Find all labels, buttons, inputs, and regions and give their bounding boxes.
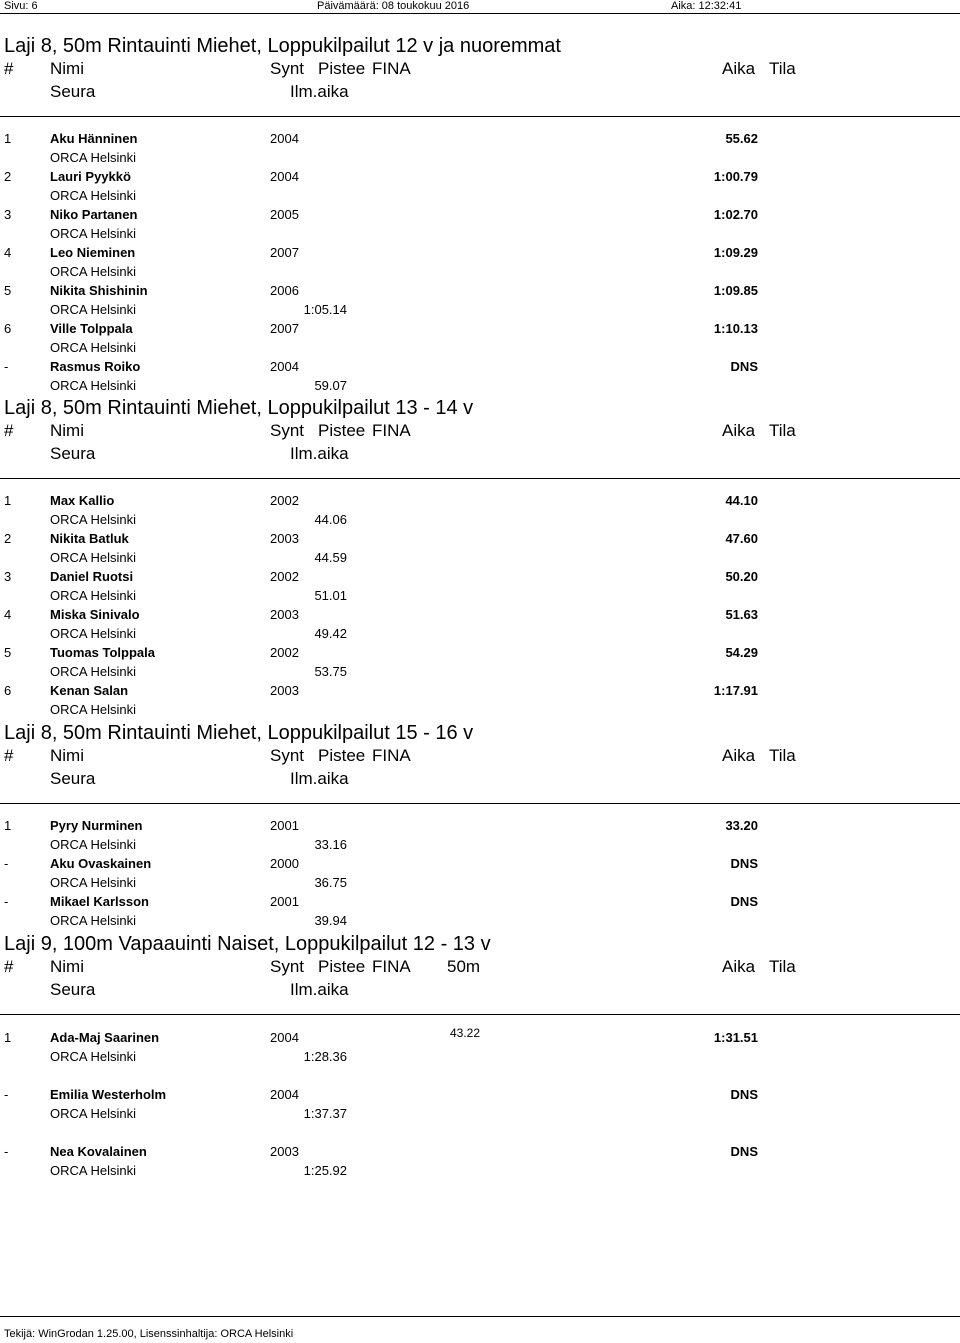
club-name: ORCA Helsinki: [50, 226, 136, 241]
result-place: 6: [4, 683, 12, 698]
result-time: 51.63: [725, 607, 758, 622]
result-time: 1:17.91: [713, 683, 758, 698]
result-place: 4: [4, 245, 12, 260]
result-place: -: [4, 1144, 9, 1159]
result-time: 1:02.70: [713, 207, 758, 222]
birth-year: 2003: [270, 1144, 299, 1159]
result-place: 1: [4, 1030, 12, 1045]
entry-time: 39.94: [314, 913, 347, 928]
result-place: 3: [4, 569, 12, 584]
result-place: 5: [4, 645, 12, 660]
col-header-points: Pistee: [318, 746, 366, 765]
result-place: 5: [4, 283, 12, 298]
swimmer-name: Rasmus Roiko: [50, 359, 141, 374]
birth-year: 2003: [270, 607, 299, 622]
swimmer-name: Kenan Salan: [50, 683, 129, 698]
club-name: ORCA Helsinki: [50, 1049, 136, 1064]
split-time: 43.22: [450, 1026, 481, 1040]
footer-divider: [0, 1316, 960, 1317]
birth-year: 2004: [270, 1030, 299, 1045]
result-place: -: [4, 894, 9, 909]
result-time: 33.20: [725, 818, 758, 833]
col-header-born: Synt: [270, 746, 305, 765]
result-place: 2: [4, 531, 12, 546]
club-name: ORCA Helsinki: [50, 664, 136, 679]
club-name: ORCA Helsinki: [50, 837, 136, 852]
birth-year: 2007: [270, 245, 299, 260]
entry-time: 33.16: [314, 837, 347, 852]
col-header-entry: Ilm.aika: [290, 769, 349, 788]
result-place: 1: [4, 493, 12, 508]
col-header-points: Pistee: [318, 59, 366, 78]
col-header-points: Pistee: [318, 957, 366, 976]
result-place: 6: [4, 321, 12, 336]
swimmer-name: Tuomas Tolppala: [50, 645, 155, 660]
entry-time: 1:05.14: [303, 302, 347, 317]
col-header-status: Tila: [769, 957, 796, 976]
col-header-fina: FINA: [372, 746, 411, 765]
swimmer-name: Emilia Westerholm: [50, 1087, 167, 1102]
result-place: 1: [4, 131, 12, 146]
col-header-entry: Ilm.aika: [290, 82, 349, 101]
col-header-time: Aika: [722, 59, 756, 78]
birth-year: 2004: [270, 1087, 299, 1102]
birth-year: 2006: [270, 283, 299, 298]
birth-year: 2004: [270, 359, 299, 374]
report-date: Päivämäärä: 08 toukokuu 2016: [317, 0, 470, 12]
header-rule: [0, 116, 960, 117]
result-time: DNS: [730, 894, 758, 909]
birth-year: 2002: [270, 569, 299, 584]
page-number: Sivu: 6: [4, 0, 38, 12]
event-title: Laji 8, 50m Rintauinti Miehet, Loppukilpailut 15 - 16 v: [4, 722, 474, 744]
club-name: ORCA Helsinki: [50, 188, 136, 203]
swimmer-name: Miska Sinivalo: [50, 607, 140, 622]
col-header-points: Pistee: [318, 421, 366, 440]
col-header-born: Synt: [270, 59, 305, 78]
col-header-fina: FINA: [372, 957, 411, 976]
result-place: -: [4, 856, 9, 871]
col-header-time: Aika: [722, 957, 756, 976]
result-time: DNS: [730, 856, 758, 871]
result-time: 1:09.85: [713, 283, 758, 298]
result-place: 3: [4, 207, 12, 222]
result-time: DNS: [730, 1144, 758, 1159]
club-name: ORCA Helsinki: [50, 913, 136, 928]
result-time: DNS: [730, 359, 758, 374]
result-place: 1: [4, 818, 12, 833]
result-time: 1:09.29: [713, 245, 758, 260]
result-place: 2: [4, 169, 12, 184]
entry-time: 44.59: [314, 550, 347, 565]
birth-year: 2007: [270, 321, 299, 336]
col-header-name: Nimi: [50, 957, 84, 976]
entry-time: 59.07: [314, 378, 347, 393]
swimmer-name: Niko Partanen: [50, 207, 138, 222]
birth-year: 2000: [270, 856, 299, 871]
birth-year: 2005: [270, 207, 299, 222]
page-header: [0, 0, 960, 12]
result-place: -: [4, 1087, 9, 1102]
header-divider: [0, 13, 960, 14]
event-title: Laji 9, 100m Vapaauinti Naiset, Loppukilpailut 12 - 13 v: [4, 933, 491, 955]
result-time: 54.29: [725, 645, 758, 660]
club-name: ORCA Helsinki: [50, 302, 136, 317]
club-name: ORCA Helsinki: [50, 1163, 136, 1178]
col-header-time: Aika: [722, 746, 756, 765]
col-header-status: Tila: [769, 746, 796, 765]
birth-year: 2002: [270, 493, 299, 508]
swimmer-name: Nikita Shishinin: [50, 283, 148, 298]
entry-time: 51.01: [314, 588, 347, 603]
result-time: 55.62: [725, 131, 758, 146]
birth-year: 2004: [270, 131, 299, 146]
birth-year: 2004: [270, 169, 299, 184]
swimmer-name: Leo Nieminen: [50, 245, 136, 260]
col-header-fina: FINA: [372, 421, 411, 440]
swimmer-name: Daniel Ruotsi: [50, 569, 134, 584]
col-header-fina: FINA: [372, 59, 411, 78]
swimmer-name: Aku Hänninen: [50, 131, 138, 146]
col-header-club: Seura: [50, 82, 96, 101]
col-header-status: Tila: [769, 59, 796, 78]
result-place: -: [4, 359, 9, 374]
club-name: ORCA Helsinki: [50, 875, 136, 890]
result-time: 47.60: [725, 531, 758, 546]
header-rule: [0, 478, 960, 479]
report-time: Aika: 12:32:41: [671, 0, 742, 12]
col-header-entry: Ilm.aika: [290, 444, 349, 463]
club-name: ORCA Helsinki: [50, 150, 136, 165]
col-header-num: #: [4, 746, 14, 765]
birth-year: 2001: [270, 894, 299, 909]
birth-year: 2003: [270, 683, 299, 698]
event-title: Laji 8, 50m Rintauinti Miehet, Loppukilpailut 12 v ja nuoremmat: [4, 35, 561, 57]
result-time: 1:31.51: [713, 1030, 758, 1045]
birth-year: 2001: [270, 818, 299, 833]
swimmer-name: Nikita Batluk: [50, 531, 129, 546]
col-header-num: #: [4, 957, 14, 976]
col-header-club: Seura: [50, 769, 96, 788]
col-header-name: Nimi: [50, 59, 84, 78]
swimmer-name: Aku Ovaskainen: [50, 856, 152, 871]
entry-time: 49.42: [314, 626, 347, 641]
col-header-num: #: [4, 421, 14, 440]
result-place: 4: [4, 607, 12, 622]
header-rule: [0, 803, 960, 804]
page-footer: Tekijä: WinGrodan 1.25.00, Lisenssinhaltija: ORCA Helsinki: [4, 1328, 294, 1340]
club-name: ORCA Helsinki: [50, 340, 136, 355]
swimmer-name: Ville Tolppala: [50, 321, 133, 336]
entry-time: 53.75: [314, 664, 347, 679]
club-name: ORCA Helsinki: [50, 702, 136, 717]
birth-year: 2002: [270, 645, 299, 660]
col-header-time: Aika: [722, 421, 756, 440]
col-header-born: Synt: [270, 957, 305, 976]
club-name: ORCA Helsinki: [50, 1106, 136, 1121]
result-time: 44.10: [725, 493, 758, 508]
club-name: ORCA Helsinki: [50, 378, 136, 393]
club-name: ORCA Helsinki: [50, 626, 136, 641]
col-header-entry: Ilm.aika: [290, 980, 349, 999]
col-header-name: Nimi: [50, 746, 84, 765]
swimmer-name: Mikael Karlsson: [50, 894, 149, 909]
club-name: ORCA Helsinki: [50, 588, 136, 603]
swimmer-name: Pyry Nurminen: [50, 818, 143, 833]
club-name: ORCA Helsinki: [50, 550, 136, 565]
col-header-born: Synt: [270, 421, 305, 440]
col-header-status: Tila: [769, 421, 796, 440]
entry-time: 1:28.36: [303, 1049, 347, 1064]
col-header-club: Seura: [50, 444, 96, 463]
col-header-club: Seura: [50, 980, 96, 999]
swimmer-name: Nea Kovalainen: [50, 1144, 147, 1159]
swimmer-name: Max Kallio: [50, 493, 115, 508]
entry-time: 1:25.92: [303, 1163, 347, 1178]
club-name: ORCA Helsinki: [50, 512, 136, 527]
swimmer-name: Ada-Maj Saarinen: [50, 1030, 160, 1045]
result-time: 1:00.79: [713, 169, 758, 184]
col-header-split: 50m: [447, 957, 481, 976]
swimmer-name: Lauri Pyykkö: [50, 169, 131, 184]
result-time: DNS: [730, 1087, 758, 1102]
event-title: Laji 8, 50m Rintauinti Miehet, Loppukilpailut 13 - 14 v: [4, 397, 474, 419]
result-time: 1:10.13: [713, 321, 758, 336]
result-time: 50.20: [725, 569, 758, 584]
club-name: ORCA Helsinki: [50, 264, 136, 279]
entry-time: 36.75: [314, 875, 347, 890]
entry-time: 1:37.37: [303, 1106, 347, 1121]
birth-year: 2003: [270, 531, 299, 546]
header-rule: [0, 1014, 960, 1015]
col-header-num: #: [4, 59, 14, 78]
col-header-name: Nimi: [50, 421, 84, 440]
entry-time: 44.06: [314, 512, 347, 527]
